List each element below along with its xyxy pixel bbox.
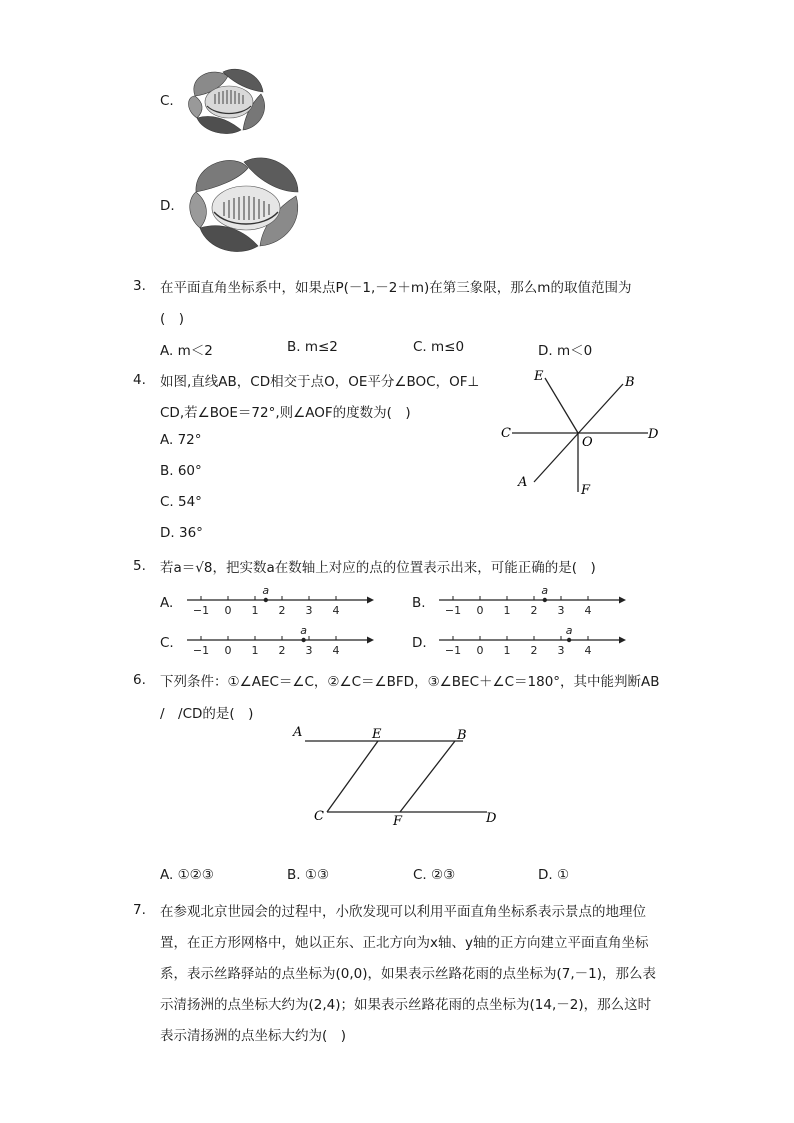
- q6-option-c[interactable]: C. ②③: [413, 867, 456, 883]
- option-c-label: C.: [160, 93, 174, 109]
- q3-stem-line1: 在平面直角坐标系中，如果点P(－1,－2＋m)在第三象限，那么m的取值范围为: [160, 280, 632, 296]
- q7-stem-line4: 示清扬洲的点坐标大约为(2,4)；如果表示丝路花雨的点坐标为(14,－2)，那么这时: [160, 997, 652, 1013]
- label-d: D: [648, 427, 659, 442]
- label-e: E: [372, 727, 382, 742]
- option-d-label: D.: [160, 198, 175, 214]
- q7-stem-line3: 系，表示丝路驿站的点坐标为(0,0)，如果表示丝路花雨的点坐标为(7,－1)，那么表: [160, 966, 657, 982]
- tick-label: 3: [305, 604, 313, 617]
- point-a: [543, 598, 547, 602]
- tick-label: 4: [332, 604, 340, 617]
- tick-label: 3: [557, 604, 565, 617]
- tick-label: 0: [224, 644, 232, 657]
- tick-label: 2: [530, 644, 538, 657]
- point-a-label: a: [541, 584, 549, 597]
- tick-label: 1: [251, 604, 259, 617]
- tick-label: 2: [530, 604, 538, 617]
- tick-label: −1: [444, 644, 462, 657]
- q4-stem-line2: CD,若∠BOE＝72°,则∠AOF的度数为( ): [160, 405, 411, 421]
- q6-figure: [285, 722, 505, 830]
- q3-number: 3.: [133, 278, 146, 294]
- flower-image-d: [186, 152, 302, 256]
- tick-label: 1: [251, 644, 259, 657]
- tick-label: 3: [305, 644, 313, 657]
- q4-stem-line1: 如图,直线AB，CD相交于点O，OE平分∠BOC，OF⊥: [160, 374, 480, 390]
- q4-option-c[interactable]: C. 54°: [160, 494, 202, 510]
- segment-fb: [400, 741, 455, 812]
- label-o: O: [582, 435, 593, 450]
- point-a: [567, 638, 571, 642]
- q6-number: 6.: [133, 672, 146, 688]
- tick-label: 0: [476, 604, 484, 617]
- q6-stem-line1: 下列条件：①∠AEC＝∠C，②∠C＝∠BFD，③∠BEC＋∠C＝180°，其中能判断AB: [160, 674, 660, 690]
- q5-option-c[interactable]: C.: [160, 635, 174, 651]
- flower-image-c: [183, 66, 269, 136]
- q5-option-d[interactable]: D.: [412, 635, 427, 651]
- q5-stem-line1: 若a＝√8，把实数a在数轴上对应的点的位置表示出来，可能正确的是( ): [160, 560, 596, 576]
- q6-stem-line2: / /CD的是( ): [160, 706, 254, 722]
- q3-stem-line2: ( ): [160, 311, 185, 327]
- q3-option-b[interactable]: B. m≤2: [287, 339, 338, 355]
- tick-label: 2: [278, 604, 286, 617]
- tick-label: −1: [192, 644, 210, 657]
- axis-arrow: [367, 597, 374, 604]
- q3-option-a[interactable]: A. m＜2: [160, 343, 213, 359]
- q7-stem-line2: 置，在正方形网格中，她以正东、正北方向为x轴、y轴的正方向建立平面直角坐标: [160, 935, 649, 951]
- q7-stem-line5: 表示清扬洲的点坐标大约为( ): [160, 1028, 347, 1044]
- q4-option-a[interactable]: A. 72°: [160, 432, 202, 448]
- ray-oe: [545, 378, 578, 433]
- tick-label: 4: [584, 604, 592, 617]
- q7-number: 7.: [133, 902, 146, 918]
- label-f: F: [393, 814, 403, 829]
- label-b: B: [625, 375, 635, 390]
- axis-arrow: [367, 637, 374, 644]
- q7-stem-line1: 在参观北京世园会的过程中，小欣发现可以利用平面直角坐标系表示景点的地理位: [160, 904, 646, 920]
- segment-ce: [327, 741, 378, 812]
- point-a-label: a: [262, 584, 270, 597]
- tick-label: 1: [503, 604, 511, 617]
- tick-label: 3: [557, 644, 565, 657]
- point-a-label: a: [300, 624, 307, 637]
- label-c: C: [501, 426, 511, 441]
- tick-label: 1: [503, 644, 511, 657]
- axis-arrow: [619, 637, 626, 644]
- q4-option-d[interactable]: D. 36°: [160, 525, 203, 541]
- point-a-label: a: [565, 624, 573, 637]
- q4-figure: [490, 360, 670, 500]
- label-b: B: [457, 728, 467, 743]
- q3-option-d[interactable]: D. m＜0: [538, 343, 593, 359]
- q5-numberline-a: [185, 584, 375, 620]
- q5-option-b[interactable]: B.: [412, 595, 426, 611]
- tick-label: 2: [278, 644, 286, 657]
- q5-numberline-c: [185, 624, 375, 660]
- q5-numberline-d: [437, 624, 627, 660]
- label-a: A: [518, 475, 528, 490]
- q5-numberline-b: [437, 584, 627, 620]
- tick-label: 0: [476, 644, 484, 657]
- tick-label: 4: [584, 644, 592, 657]
- q4-number: 4.: [133, 372, 146, 388]
- q4-option-b[interactable]: B. 60°: [160, 463, 202, 479]
- q6-option-b[interactable]: B. ①③: [287, 867, 330, 883]
- q5-number: 5.: [133, 558, 146, 574]
- label-c: C: [314, 809, 324, 824]
- axis-arrow: [619, 597, 626, 604]
- tick-label: −1: [192, 604, 210, 617]
- q6-option-d[interactable]: D. ①: [538, 867, 570, 883]
- point-a: [301, 638, 305, 642]
- q3-option-c[interactable]: C. m≤0: [413, 339, 465, 355]
- tick-label: 4: [332, 644, 340, 657]
- point-a: [264, 598, 268, 602]
- label-e: E: [534, 369, 544, 384]
- label-a: A: [293, 725, 303, 740]
- tick-label: −1: [444, 604, 462, 617]
- q5-option-a[interactable]: A.: [160, 595, 174, 611]
- label-d: D: [486, 811, 497, 826]
- q6-option-a[interactable]: A. ①②③: [160, 867, 214, 883]
- label-f: F: [581, 483, 591, 498]
- tick-label: 0: [224, 604, 232, 617]
